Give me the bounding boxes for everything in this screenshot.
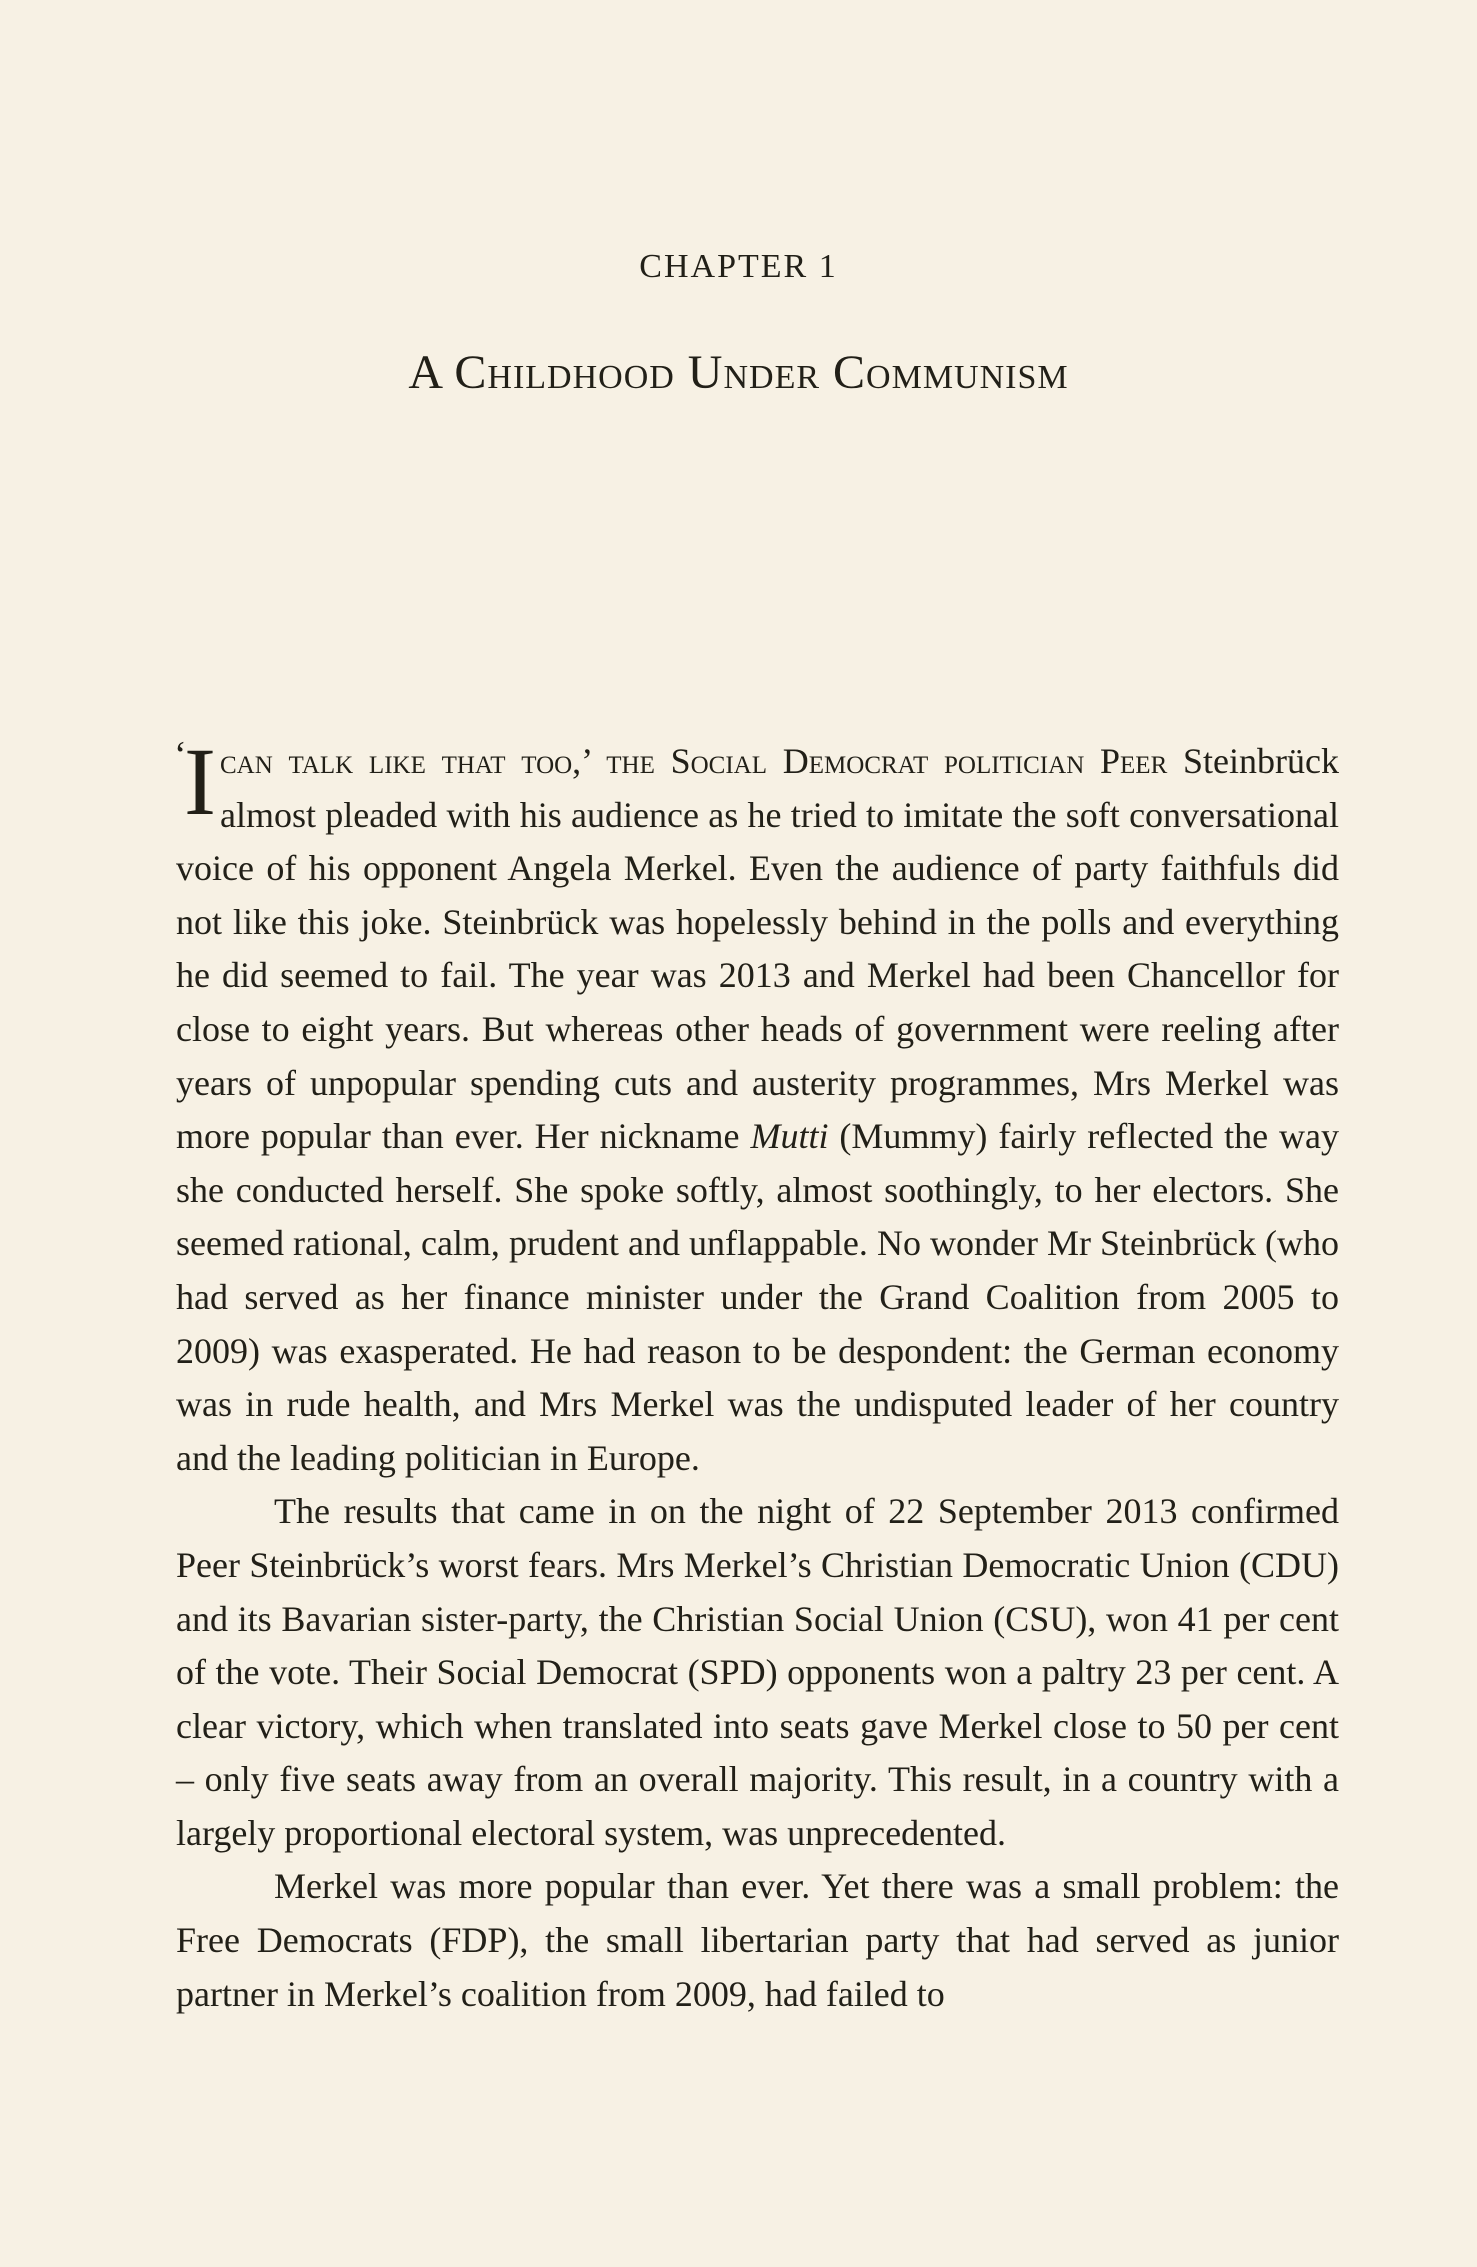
paragraph-2: The results that came in on the night of 22 September 2013 confirmed Peer Steinbrück’s worst fears. Mrs Merkel’s Christian Democratic Union (CDU) and its Bavarian sister-party, the Christian Social Union (CSU), won 41 per cent of the vote. Their Social Democrat (SPD) opponents won a paltry 23 per cent. A clear victory, which when translated into seats gave Merkel close to 50 per cent – only five seats away from an overall majority. This result, in a country with a largely proportional electoral system, was unprecedented. bbox=[176, 1491, 1339, 1853]
lead-in-smallcaps: can talk like that too,’ the Social Democrat politician Peer bbox=[219, 741, 1168, 781]
body-text bbox=[174, 728, 1339, 2021]
paragraph-1-text-b: (Mummy) fairly reflected the way she conducted herself. She spoke softly, almost soothingly, to her electors. She seemed rational, calm, prudent and unflappable. No wonder Mr Steinbrück (who had served as her finance minister under the Grand Coalition from 2005 to 2009) was exasperated. He had reason to be despondent: the German economy was in rude health, and Mrs Merkel was the undisputed leader of her country and the leading politician in Europe. bbox=[176, 1116, 1339, 1478]
paragraph-1-text-a: Steinbrück almost pleaded with his audience as he tried to imitate the soft conversational voice of his opponent Angela Merkel. Even the audience of party faithfuls did not like this joke. Steinbrück was hopelessly behind in the polls and everything he did seemed to fail. The year was 2013 and Merkel had been Chancellor for close to eight years. But whereas other heads of government were reeling after years of unpopular spending cuts and austerity programmes, Mrs Merkel was more popular than ever. Her nickname bbox=[176, 741, 1339, 1157]
paragraph-1 bbox=[176, 728, 1339, 1485]
chapter-label: CHAPTER 1 bbox=[639, 248, 838, 285]
paragraph-3: Merkel was more popular than ever. Yet there was a small problem: the Free Democrats (FDP), the small libertarian party that had served as junior partner in Merkel’s coalition from 2009, had failed to bbox=[176, 1866, 1339, 2014]
opening-quote-mark: ‘ bbox=[174, 734, 187, 776]
paragraph-1-italic: Mutti bbox=[750, 1116, 829, 1157]
chapter-title: A Childhood Under Communism bbox=[408, 346, 1069, 399]
drop-cap: I bbox=[184, 728, 216, 835]
